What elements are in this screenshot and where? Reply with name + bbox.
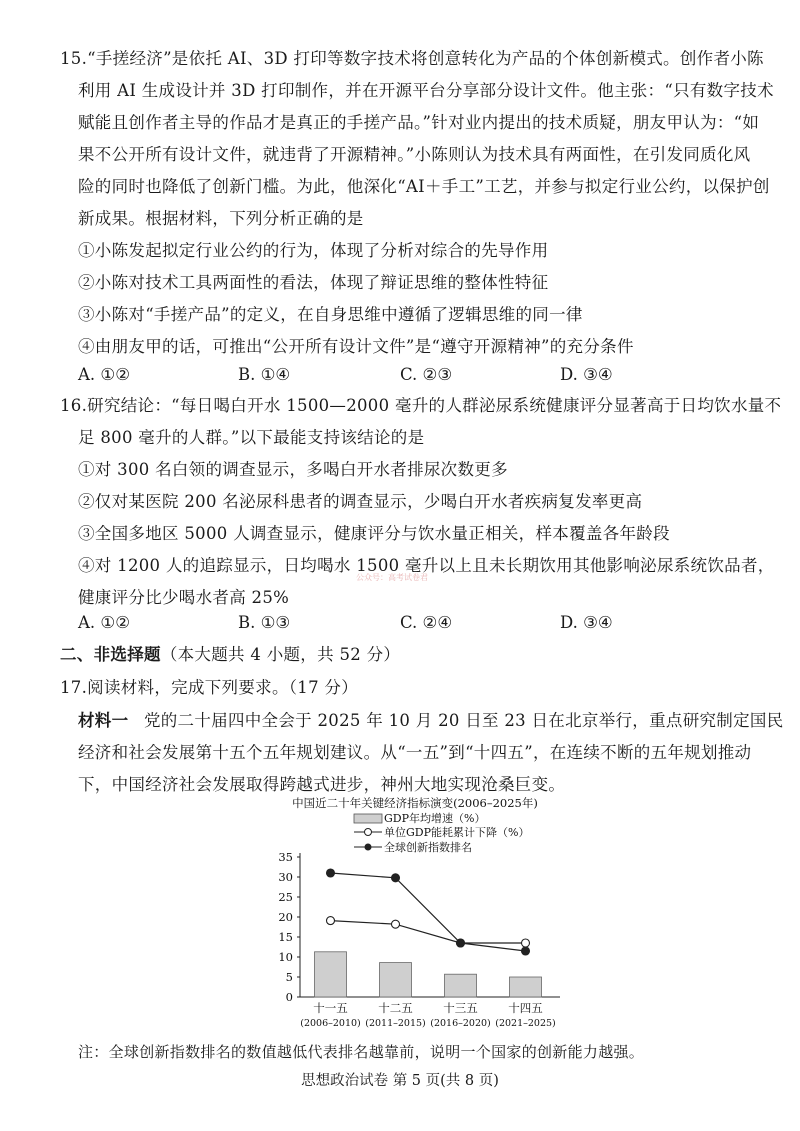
- y-tick-label: 15: [278, 930, 293, 944]
- energy-drop-line: [331, 921, 526, 943]
- q17-material-label: 材料一: [78, 711, 129, 730]
- q16-option-c[interactable]: C. ②④: [400, 613, 453, 632]
- watermark-text: 公众号：高考试卷君: [356, 573, 428, 582]
- q15-option-a[interactable]: A. ①②: [78, 365, 130, 384]
- innovation-rank-point: [392, 874, 400, 882]
- section2-title: 二、非选择题: [60, 645, 161, 664]
- energy-drop-point: [392, 920, 400, 928]
- section2-subtitle: （本大题共 4 小题，共 52 分）: [160, 645, 401, 664]
- q16-option-b[interactable]: B. ①③: [238, 613, 291, 632]
- chart-title: 中国近二十年关键经济指标演变(2006–2025年): [292, 796, 538, 810]
- x-year-label: (2016–2020): [430, 1018, 491, 1029]
- q15-line-2: 利用 AI 生成设计并 3D 打印制作，并在开源平台分享部分设计文件。他主张：“只有数字技术: [78, 81, 774, 100]
- q15-option-c[interactable]: C. ②③: [400, 365, 453, 384]
- q15-line-4: 果不公开所有设计文件，就违背了开源精神。”小陈则认为技术具有两面性，在引发同质化风: [78, 145, 751, 164]
- q15-options: [0, 363, 800, 387]
- q15-option-d[interactable]: D. ③④: [560, 365, 613, 384]
- gdp-bar: [510, 977, 542, 997]
- q15-line-3: 赋能且创作者主导的作品才是真正的手搓产品。”针对业内提出的技术质疑，朋友甲认为：“如: [78, 113, 760, 132]
- innovation-rank-point: [522, 947, 530, 955]
- q15-line-5: 险的同时也降低了创新门槛。为此，他深化“AI＋手工”工艺，并参与拟定行业公约，以保护创: [78, 177, 770, 196]
- y-tick-label: 30: [278, 870, 293, 884]
- q17-material-text-1: 党的二十届四中全会于 2025 年 10 月 20 日至 23 日在北京举行，重点研究制定国民: [143, 711, 784, 730]
- x-year-label: (2021–2025): [495, 1018, 556, 1029]
- legend-open-label: 单位GDP能耗累计下降（%）: [384, 826, 530, 839]
- legend-open-marker: [365, 829, 372, 836]
- y-tick-label: 35: [278, 850, 293, 864]
- y-tick-label: 25: [278, 890, 293, 904]
- gdp-bar: [445, 974, 477, 997]
- q17-material-line-2: 经济和社会发展第十五个五年规划建议。从“一五”到“十四五”，在连续不断的五年规划推动: [78, 743, 752, 762]
- chart-svg: [270, 795, 570, 1035]
- section2-heading: [60, 643, 400, 667]
- x-category-label: 十二五: [378, 1001, 413, 1015]
- q16-item-3: ③全国多地区 5000 人调查显示，健康评分与饮水量正相关，样本覆盖各年龄段: [78, 524, 670, 543]
- q16-option-d[interactable]: D. ③④: [560, 613, 613, 632]
- q16-item-2: ②仅对某医院 200 名泌尿科患者的调查显示，少喝白开水者疾病复发率更高: [78, 492, 643, 511]
- q16-item-4: ④对 1200 人的追踪显示，日均喝水 1500 毫升以上且未长期饮用其他影响泌尿系统饮品者，: [78, 556, 775, 575]
- x-category-label: 十三五: [443, 1001, 478, 1015]
- legend-bar-swatch: [354, 814, 382, 823]
- q17-stem: 17.阅读材料，完成下列要求。（17 分）: [60, 678, 359, 697]
- energy-drop-point: [522, 939, 530, 947]
- q16-options: [0, 611, 800, 635]
- q15-option-b[interactable]: B. ①④: [238, 365, 291, 384]
- innovation-rank-point: [327, 869, 335, 877]
- q15-item-2: ②小陈对技术工具两面性的看法，体现了辩证思维的整体性特征: [78, 273, 549, 292]
- q16-line-2: 足 800 毫升的人群。”以下最能支持该结论的是: [78, 428, 425, 447]
- gdp-bar: [315, 952, 347, 997]
- x-year-label: (2006–2010): [300, 1018, 361, 1029]
- q15-line-6: 新成果。根据材料，下列分析正确的是: [78, 209, 364, 228]
- q17-note: 注：全球创新指数排名的数值越低代表排名越靠前，说明一个国家的创新能力越强。: [78, 1043, 645, 1061]
- energy-drop-point: [327, 917, 335, 925]
- gdp-bar: [380, 963, 412, 997]
- page-footer: 思想政治试卷 第 5 页(共 8 页): [301, 1073, 499, 1089]
- q17-material-line-3: 下，中国经济社会发展取得跨越式进步，神州大地实现沧桑巨变。: [78, 775, 566, 794]
- q16-item-4-cont: 健康评分比少喝水者高 25%: [78, 588, 290, 607]
- q15-item-1: ①小陈发起拟定行业公约的行为，体现了分析对综合的先导作用: [78, 241, 549, 260]
- y-tick-label: 20: [278, 910, 293, 924]
- q16-item-1: ①对 300 名白领的调查显示，多喝白开水者排尿次数更多: [78, 460, 508, 479]
- y-tick-label: 5: [285, 970, 293, 984]
- q16-line-1: 16.研究结论：“每日喝白开水 1500—2000 毫升的人群泌尿系统健康评分显著高于日均饮水量不: [60, 396, 782, 415]
- q16-option-a[interactable]: A. ①②: [78, 613, 130, 632]
- legend-filled-marker: [365, 844, 372, 851]
- legend-bar-label: GDP年均增速（%）: [384, 812, 486, 825]
- x-category-label: 十四五: [508, 1001, 543, 1015]
- q17-material-line-1: [78, 709, 784, 733]
- y-tick-label: 0: [285, 990, 293, 1004]
- x-year-label: (2011–2015): [365, 1018, 426, 1029]
- legend-filled-label: 全球创新指数排名: [384, 841, 472, 854]
- q15-item-4: ④由朋友甲的话，可推出“公开所有设计文件”是“遵守开源精神”的充分条件: [78, 337, 634, 356]
- x-category-label: 十一五: [313, 1001, 348, 1015]
- innovation-rank-point: [457, 939, 465, 947]
- y-tick-label: 10: [278, 950, 293, 964]
- innovation-rank-line: [331, 873, 526, 951]
- q15-item-3: ③小陈对“手搓产品”的定义，在自身思维中遵循了逻辑思维的同一律: [78, 305, 583, 324]
- economic-indicators-chart: [270, 795, 570, 1035]
- q15-line-1: 15.“手搓经济”是依托 AI、3D 打印等数字技术将创意转化为产品的个体创新模式。创作者小陈: [60, 49, 764, 68]
